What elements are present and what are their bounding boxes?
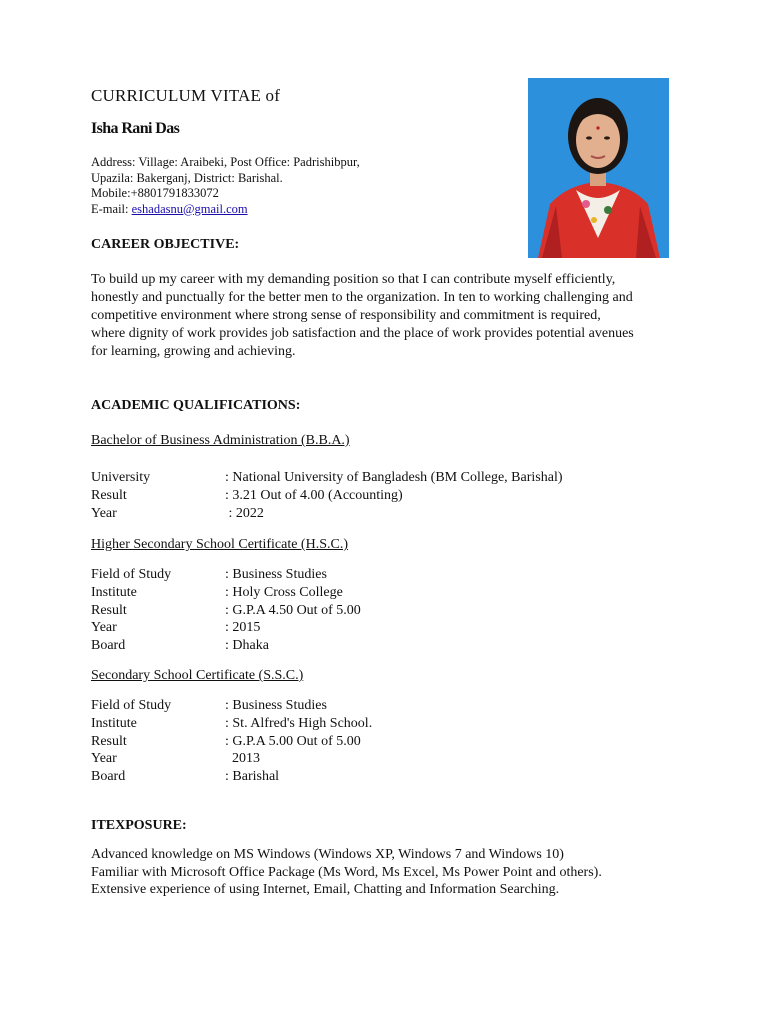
detail-value: : G.P.A 4.50 Out of 5.00	[225, 602, 361, 618]
detail-key: Year	[91, 751, 117, 767]
detail-key: Institute	[91, 715, 137, 731]
detail-row	[91, 619, 361, 637]
detail-key: University	[91, 470, 151, 485]
ssc-title: Secondary School Certificate (S.S.C.)	[91, 668, 304, 683]
address-line-2: Upazila: Bakerganj, District: Barishal.	[91, 170, 283, 185]
hsc-title: Higher Secondary School Certificate (H.S.C.)	[91, 537, 348, 552]
address-line-1: Address: Village: Araibeki, Post Office: Padrishibpur,	[91, 155, 360, 169]
detail-row	[91, 469, 563, 487]
it-line: Advanced knowledge on MS Windows (Windows XP, Windows 7 and Windows 10)	[91, 847, 564, 862]
it-exposure-list	[91, 846, 602, 899]
objective-line: competitive environment where strong sense of responsibility and commitment is required,	[91, 308, 601, 323]
detail-value: : 2022	[225, 505, 264, 521]
detail-value: : Business Studies	[225, 567, 327, 582]
detail-row	[91, 637, 361, 655]
bba-details	[91, 469, 563, 522]
detail-row	[91, 750, 372, 768]
it-line: Extensive experience of using Internet, Email, Chatting and Information Searching.	[91, 882, 560, 897]
detail-value: : G.P.A 5.00 Out of 5.00	[225, 733, 361, 749]
hsc-details	[91, 566, 361, 655]
detail-row	[91, 715, 372, 733]
detail-row	[91, 505, 563, 523]
academic-heading: ACADEMIC QUALIFICATIONS:	[91, 398, 301, 413]
career-objective-heading: CAREER OBJECTIVE:	[91, 237, 240, 252]
email-link[interactable]: eshadasnu@gmail.com	[131, 201, 248, 216]
detail-value: : Holy Cross College	[225, 584, 343, 600]
detail-row	[91, 697, 372, 715]
objective-line: for learning, growing and achieving.	[91, 344, 296, 359]
detail-key: Field of Study	[91, 567, 172, 582]
detail-value: : National University of Bangladesh (BM College, Barishal)	[225, 470, 563, 485]
contact-block	[91, 155, 360, 217]
detail-key: Result	[91, 733, 127, 749]
detail-value: : Business Studies	[225, 698, 327, 713]
profile-photo	[528, 78, 669, 258]
it-line: Familiar with Microsoft Office Package (Ms Word, Ms Excel, Ms Power Point and others).	[91, 864, 602, 880]
detail-key: Result	[91, 487, 127, 503]
career-objective-text	[91, 271, 691, 361]
detail-row	[91, 733, 372, 751]
detail-row	[91, 584, 361, 602]
detail-key: Institute	[91, 584, 137, 600]
detail-value: : 3.21 Out of 4.00 (Accounting)	[225, 487, 403, 503]
detail-key: Board	[91, 638, 126, 654]
email-row	[91, 202, 360, 218]
detail-value: : 2015	[225, 620, 261, 636]
email-label: E-mail:	[91, 201, 132, 216]
detail-value: : St. Alfred's High School.	[225, 715, 373, 731]
detail-key: Result	[91, 602, 127, 618]
mobile: Mobile:+8801791833072	[91, 186, 219, 200]
detail-key: Year	[91, 505, 117, 521]
objective-line: honestly and punctually for the better men to the organization. In ten to working challenging and	[91, 290, 633, 305]
detail-key: Field of Study	[91, 698, 172, 713]
detail-row	[91, 566, 361, 584]
detail-key: Board	[91, 769, 126, 785]
objective-line: where dignity of work provides job satisfaction and the place of work provides potential avenues	[91, 326, 634, 341]
detail-row	[91, 768, 372, 786]
detail-row	[91, 602, 361, 620]
objective-line: To build up my career with my demanding position so that I can contribute myself efficiently,	[91, 272, 616, 287]
candidate-name: Isha Rani Das	[91, 120, 180, 137]
ssc-details	[91, 697, 372, 786]
detail-value: : Barishal	[225, 769, 280, 785]
bba-title: Bachelor of Business Administration (B.B.A.)	[91, 433, 350, 448]
it-exposure-heading: ITEXPOSURE:	[91, 818, 187, 833]
portrait-image	[528, 78, 669, 258]
detail-key: Year	[91, 620, 117, 636]
detail-row	[91, 487, 563, 505]
detail-value: : Dhaka	[225, 638, 269, 654]
document-title: CURRICULUM VITAE of	[91, 86, 281, 105]
detail-value: 2013	[225, 751, 260, 767]
